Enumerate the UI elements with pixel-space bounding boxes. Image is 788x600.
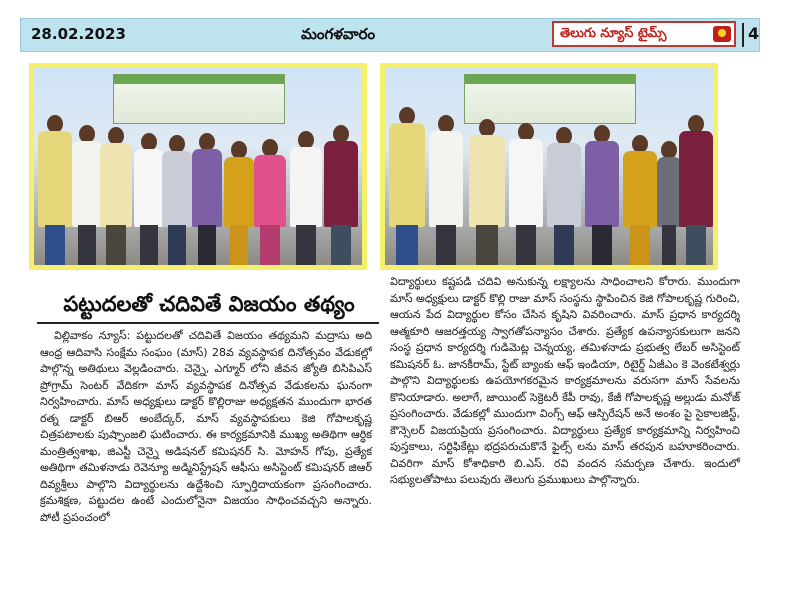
logo-emblem-icon [713,26,731,42]
person-figure [254,139,286,265]
page-number: 4 [748,24,760,43]
group-photo-left [29,63,367,270]
photo-scene-left [34,68,362,265]
article-headline: పట్టుదలతో చదివితే విజయం తథ్యం [63,292,355,316]
photo-scene-right [385,68,713,265]
person-figure [623,135,657,265]
issue-date: 28.02.2023 [31,25,126,43]
person-figure [192,133,222,265]
person-figure [547,127,581,265]
article-paragraph: విల్లివాకం న్యూస్: పట్టుదలతో చదివితే విజయం తథ్యమని మద్రాసు అది ఆంధ్ర ఆదివాసి సంక్షేమ సంఘం (మాస్) 28వ వ్యవస్థాపక దినోత్సవం వేడుకల్లో పాల్గొన్న అతిథులు వెల్లడించారు. చెన్నై, ఎగ్మూర్ లోని జీవన జ్యోతి బిసిపిఎస్ ప్రోగ్రామ్ సెంటర్ వేదికగా మాస్ వ్యవస్థాపక దినోత్సవ వేడుకలను ఘనంగా నిర్వహించారు. మాస్ అధ్యక్షులు డాక్టర్ కొల్లిరాజు అధ్యక్షతన ముందుగా భారత రత్న డాక్టర్ బిఆర్ అంబేద్కర్, మాస్ వ్యవస్థాపకులు కెజి గోపాలకృష్ణ చిత్రపటాలకు పుష్పాంజలి ఘటించారు. ఈ కార్యక్రమానికి ముఖ్య అతిథిగా ఆర్థిక మంత్రిత్వశాఖ, జిఎస్టీ చెన్నై అడిషనల్ కమిషనర్ సి. మోహన్ గోపు, ప్రత్యేక అతిథిగా తమిళనాడు రెవెన్యూ అడ్మినిస్ట్రేషన్ ఆఫీసు అసిస్టెంట్ కమిషనర్ జిఆర్ దివ్యశ్రీలు పాల్గొని విద్యార్థులను ఉద్దేశించి స్ఫూర్తిదాయకంగా ప్రసంగించారు. క్రమశిక్షణ, పట్టుదల ఉంటే ఎందులోనైనా విజయం సాధించవచ్చని అన్నారు. పోటీ ప్రపంచంలో [40,329,372,524]
event-banner-right [464,74,637,124]
person-figure [469,119,505,265]
person-figure [389,107,425,265]
logo-text: తెలుగు న్యూస్ టైమ్స్ [560,26,667,41]
person-figure [134,133,164,265]
person-figure [324,125,358,265]
article-column-left [40,328,372,526]
person-figure [679,115,713,265]
article-paragraph: విద్యార్థులు కష్టపడి చదివి అనుకున్న లక్ష్యాలను సాధించాలని కోరారు. ముందుగా మాస్ అధ్యక్షులు డాక్టర్ కొల్లి రాజు మాస్ సంస్థను స్థాపించిన కెజి గోపాలకృష్ణ గురించి, ఆయన పేద విద్యార్థుల కోసం చేసిన కృషిని వివరించారు. మాస్ ప్రధాన కార్యదర్శి ఆత్మకూరి ఆజరత్తయ్య స్వాగతోపన్యాసం చేశారు. ప్రత్యేక ఉపన్యాసకులుగా జనని సంస్థ ప్రధాన కార్యదర్శి గుడిమెట్ల చెన్నయ్య, తమిళనాడు ప్రభుత్వ లేబర్ అసిస్టెంట్ కమిషనర్ ఓ. జానకీరామ్, స్టేట్ బ్యాంకు ఆఫ్ ఇండియా, రిటైర్డ్ ఏజీఎం కె వెంకటేశ్వర్లు పాల్గొని విద్యార్థులకు ఉపయోగకరమైన కార్యక్రమాలను వరుసగా మాస్ సేవలను కొనియాడారు. అలాగే, జాయింట్ సెక్రెటరీ కేపీ రావు, కేజీ గోపాలకృష్ణ అల్లుడు మనోజ్ ప్రసంగించారు. వేడుకల్లో ముందుగా వింగ్స్ ఆఫ్ ఆస్పిరేషన్ అనే అంశం పై సైకాలజిస్ట్, కౌన్సెలర్ విజయప్రియ ప్రసంగించారు. విద్యార్థులు ప్రత్యేక కార్యక్రమాన్ని నిర్వహించి పుస్తకాలు, సర్టిఫికేట్లు భద్రపరుచుకొనే ఫైల్స్ లను మాస్ తరపున బహూకరించారు. చివరిగా మాస్ కోశాధికారి బి.ఎస్. రవి వందన సమర్పణ చేశారు. ఇందులో సభ్యులతోపాటు పలువురు తెలుగు ప్రముఖులు పాల్గొన్నారు. [390,275,741,486]
issue-day: మంగళవారం [301,25,376,43]
person-figure [162,135,192,265]
headline-underline [37,322,379,324]
article-column-right [390,274,740,489]
page-number-divider [742,23,744,47]
person-figure [100,127,132,265]
event-banner-left [113,74,286,124]
person-figure [509,123,543,265]
group-photo-right [380,63,718,270]
person-figure [585,125,619,265]
page-header [20,18,760,52]
person-figure [38,115,72,265]
person-figure [72,125,102,265]
person-figure [657,141,681,265]
person-figure [224,141,254,265]
person-figure [429,115,463,265]
newspaper-logo [552,21,736,47]
person-figure [290,131,322,265]
